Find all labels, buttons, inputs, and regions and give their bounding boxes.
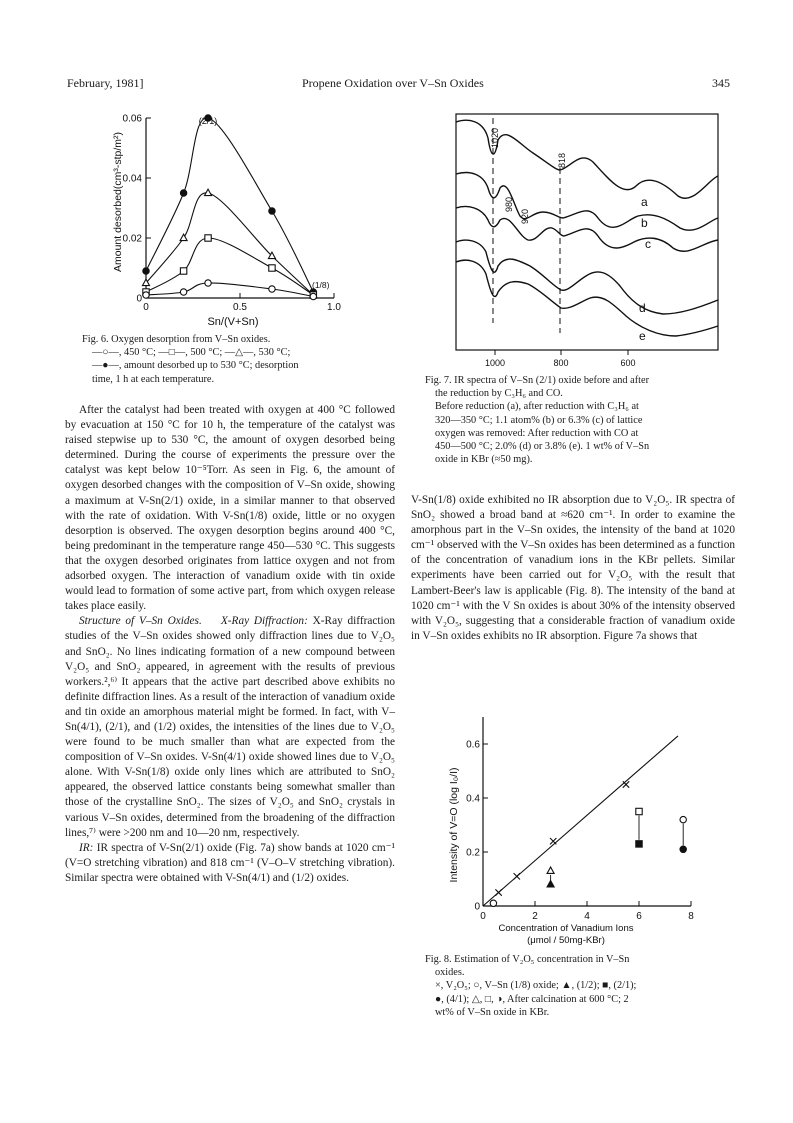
fig6-series-line xyxy=(146,283,313,297)
fig7-caption-line: 320—350 °C; 1.1 atom% (b) or 6.3% (c) of lattice xyxy=(435,414,643,426)
fig6-data-point xyxy=(310,293,316,299)
fig6-annot-right: (1/8) xyxy=(312,280,330,290)
figure-7-caption xyxy=(425,374,730,466)
fig8-data-point xyxy=(547,867,554,873)
curve-label-d: d xyxy=(639,301,646,315)
fig6-data-point xyxy=(180,268,186,274)
fig8-data-point xyxy=(636,841,642,847)
fig8-data-point xyxy=(680,816,686,822)
fig8-caption-title: Fig. 8. Estimation of V₂O₅ concentration in V–Sn xyxy=(425,954,630,965)
fig6-annot-top: (2/1) xyxy=(198,116,218,126)
fig6-ytick-label: 0.02 xyxy=(122,233,142,245)
fig6-data-point xyxy=(180,190,186,196)
fig6-data-point xyxy=(180,289,186,295)
running-header-title: Propene Oxidation over V–Sn Oxides xyxy=(302,76,484,90)
fig8-ytick-label: 0 xyxy=(474,901,480,913)
fig8-xtick-label: 6 xyxy=(636,911,642,922)
fig6-xtick-label: 0.5 xyxy=(233,302,247,313)
fig7-caption-line: oxide in KBr (≈50 mg). xyxy=(435,454,533,466)
fig6-ytick-label: 0.04 xyxy=(122,173,142,185)
subsection-heading: IR: xyxy=(79,841,94,854)
figure-8-chart xyxy=(438,705,718,950)
page-number: 345 xyxy=(712,76,730,90)
paragraph: IR spectra of V-Sn(2/1) oxide (Fig. 7a) show bands at 1020 cm⁻¹ (V=O stretching vibration) and 818 cm⁻¹ (V–O–V stretching vibration). Similar spectra were obtained with V-Sn(4/1) and (1/2) oxides. xyxy=(65,841,395,884)
fig6-xtick-label: 1.0 xyxy=(327,302,341,313)
fig6-data-point xyxy=(205,235,211,241)
fig8-ytick-label: 0.2 xyxy=(466,847,480,859)
fig8-xtick-label: 0 xyxy=(480,911,486,922)
fig8-data-point xyxy=(550,838,556,844)
band-label-1020: 1020 xyxy=(490,127,500,148)
fig8-xtick-label: 2 xyxy=(532,911,538,922)
fig6-ylabel: Amount desorbed(cm³-stp/m²) xyxy=(112,131,124,273)
fig8-xlabel-line2: (μmol / 50mg-KBr) xyxy=(527,935,605,946)
curve-label-a: a xyxy=(641,195,648,209)
fig8-data-point xyxy=(495,889,501,895)
fig7-caption-line: 450—500 °C; 2.0% (d) or 3.8% (e). 1 wt% of V–Sn xyxy=(435,441,650,453)
fig6-data-point xyxy=(143,268,149,274)
fig6-caption-line: —○—, 450 °C; —□—, 500 °C; —△—, 530 °C; xyxy=(92,347,291,359)
fig7-frame xyxy=(456,114,718,350)
fig8-data-point xyxy=(514,873,520,879)
paragraph: After the catalyst had been treated with oxygen at 400 °C followed by evacuation at 150 °C for 10 h, the temperature of the catalyst was raised stepwise up to 530 °C, the amount of oxygen desorbed being determined. During the course of experiments the pressure over the catalyst was kept below 10⁻⁵Torr. As seen in Fig. 6, the amount of oxygen desorbed changes with the composition of V–Sn oxide, showing a maximum at V-Sn(2/1) oxide, in a similar manner to that observed with the rate of oxidation. With V-Sn(1/8) oxide, little or no oxygen desorption is observed. The oxygen desorption begins around 400 °C, being predominant in the temperature range 450—530 °C. This suggests that the oxygen desorbed originates from lattice oxygen and not from adsorbed oxygen. The interaction of vanadium oxide with tin oxide would lead to formation of some active part, from which oxygen release takes place easily. xyxy=(65,404,395,613)
paragraph: X-Ray diffraction studies of the V–Sn oxides showed only diffraction lines due to V₂O₅ and SnO₂. No lines indicating formation of a new compound between V₂O₅ and SnO₂ appeared, in agreement with the results of previous workers.²,⁶⁾ It appears that the active part described above exhibits no definite diffraction lines. As a result of the interaction of vanadium oxide and tin oxide an amorphous material might be formed. In fact, with V–Sn(4/1), (2/1), and (1/2) oxides, the intensities of the lines due to V₂O₅ were found to be much smaller than what are expected from the composition of V–Sn oxides. V-Sn(4/1) oxide showed lines due to V₂O₅ alone. With V-Sn(1/8) oxide only lines which are attributed to SnO₂ appeared, the observed lattice constants being somewhat smaller than those of the crystalline SnO₂. The sizes of V₂O₅ and SnO₂ crystals in various V–Sn oxides, determined from the broadening of the diffraction lines,⁷⁾ were >200 nm and 10—20 nm, respectively. xyxy=(65,615,395,839)
ir-spectrum-trace xyxy=(456,207,718,252)
band-label-920: 920 xyxy=(520,208,530,224)
fig8-caption-line: ●, (4/1); △, □, ◑, After calcination at 600 °C; 2 xyxy=(435,993,629,1005)
fig8-xtick-label: 8 xyxy=(688,911,694,922)
fig8-ylabel: Intensity of V=O (log I₀/I) xyxy=(448,767,460,883)
curve-label-e: e xyxy=(639,329,646,343)
fig8-data-point xyxy=(547,881,554,887)
ir-spectrum-trace xyxy=(456,173,718,231)
fig7-caption-line: oxygen was removed: After reduction with CO at xyxy=(435,427,639,439)
fig8-data-point xyxy=(490,900,496,906)
section-heading: Structure of V–Sn Oxides. xyxy=(79,615,202,628)
fig6-xlabel: Sn/(V+Sn) xyxy=(207,316,259,328)
fig8-fit-line xyxy=(483,736,678,906)
figure-7-ir-spectra xyxy=(448,108,728,368)
running-header-left: February, 1981] xyxy=(67,76,144,90)
fig7-caption-line: the reduction by C₃H₆ and CO. xyxy=(435,388,563,400)
fig6-ytick-label: 0 xyxy=(136,293,142,305)
fig6-data-point xyxy=(269,286,275,292)
paragraph-structure xyxy=(65,614,395,840)
band-label-818: 818 xyxy=(557,152,567,168)
paragraph-ir xyxy=(65,841,395,886)
fig6-caption-line: —●—, amount desorbed up to 530 °C; desorption xyxy=(92,360,299,372)
fig7-caption-title: Fig. 7. IR spectra of V–Sn (2/1) oxide before and after xyxy=(425,375,649,386)
figure-6-chart xyxy=(58,108,358,328)
fig8-xlabel-line1: Concentration of Vanadium Ions xyxy=(498,923,634,934)
fig6-data-point xyxy=(180,234,187,240)
fig8-caption-line: oxides. xyxy=(435,967,465,979)
figure-8-caption xyxy=(425,953,730,1019)
fig8-data-point xyxy=(636,808,642,814)
fig8-ytick-label: 0.6 xyxy=(466,739,480,751)
paragraph: V-Sn(1/8) oxide exhibited no IR absorption due to V₂O₅. IR spectra of SnO₂ showed a broad band at ≈620 cm⁻¹. In order to examine the amorphous part in the V–Sn oxides, the intensity of the band at 1020 cm⁻¹ observed with the V–Sn oxides has been determined as a function of the concentration of vanadium ions in the KBr pellets. Similar experiments have been carried out for V₂O₅ with the result that Lambert-Beer's law is applicable (Fig. 8). The intensity of the band at 1020 cm⁻¹ with the V Sn oxides is about 30% of the intensity observed with V₂O₅, suggesting that a considerable fraction of vanadium oxide in V–Sn oxides exhibits no IR absorption. Figure 7a shows that xyxy=(411,494,735,642)
fig6-series-line xyxy=(146,118,313,292)
fig7-xtick: 1000 xyxy=(484,358,506,368)
fig6-caption-title: Fig. 6. Oxygen desorption from V–Sn oxides. xyxy=(82,334,271,345)
fig8-xtick-label: 4 xyxy=(584,911,590,922)
fig8-caption-line: wt% of V–Sn oxide in KBr. xyxy=(435,1006,550,1018)
right-column-text xyxy=(411,493,735,644)
curve-label-b: b xyxy=(641,216,648,230)
left-column-text xyxy=(65,403,395,886)
fig6-series-line xyxy=(146,238,313,295)
fig8-ytick-label: 0.4 xyxy=(466,793,480,805)
figure-6-caption xyxy=(82,333,352,386)
fig6-data-point xyxy=(269,208,275,214)
fig6-data-point xyxy=(205,280,211,286)
fig6-xtick-label: 0 xyxy=(143,302,149,313)
fig6-data-point xyxy=(269,265,275,271)
curve-label-c: c xyxy=(645,237,651,251)
fig6-caption-line: time, 1 h at each temperature. xyxy=(92,373,215,385)
fig7-xtick: 600 xyxy=(620,358,636,368)
fig7-caption-line: Before reduction (a), after reduction with C₃H₆ at xyxy=(435,401,639,413)
fig6-data-point xyxy=(143,292,149,298)
fig8-caption-line: ×, V₂O₅; ○, V–Sn (1/8) oxide; ▲, (1/2); ■, (2/1); xyxy=(435,980,637,992)
fig8-data-point xyxy=(680,846,686,852)
fig6-ytick-label: 0.06 xyxy=(122,113,142,125)
fig8-data-point xyxy=(623,781,629,787)
subsection-heading: X-Ray Diffraction: xyxy=(220,615,308,628)
fig7-xtick: 800 xyxy=(553,358,569,368)
band-label-980: 980 xyxy=(504,196,514,212)
